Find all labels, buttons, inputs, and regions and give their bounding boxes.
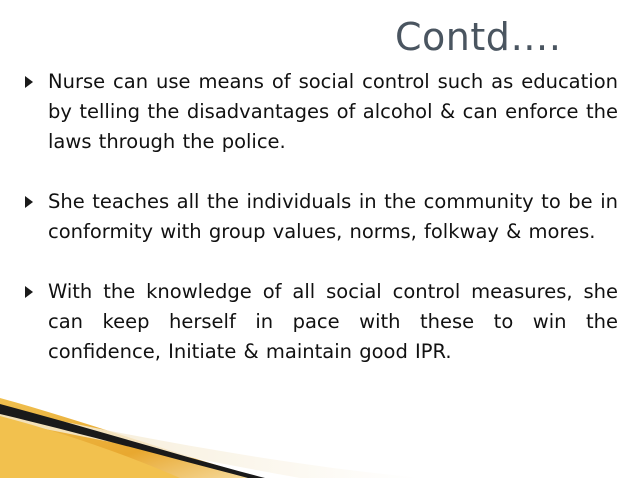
swoosh-dark-line bbox=[0, 404, 265, 478]
swoosh-gold bbox=[0, 398, 260, 478]
bullet-list bbox=[22, 67, 618, 397]
swoosh-gold-inner bbox=[0, 416, 180, 478]
bullet-item bbox=[22, 67, 618, 157]
slide-title: Contd…. bbox=[395, 15, 562, 59]
bullet-text: She teaches all the individuals in the community to be in conformity with group values, norms, folkway & mores. bbox=[48, 190, 618, 243]
swoosh-pale bbox=[0, 408, 420, 478]
bullet-arrow-icon bbox=[25, 196, 33, 208]
bullet-arrow-icon bbox=[25, 76, 33, 88]
bullet-arrow-icon bbox=[25, 286, 33, 298]
bullet-item bbox=[22, 187, 618, 247]
bullet-item bbox=[22, 277, 618, 367]
bullet-text: With the knowledge of all social control measures, she can keep herself in pace with these to win the confidence, Initiate & maintain good IPR. bbox=[48, 280, 618, 363]
bullet-text: Nurse can use means of social control such as education by telling the disadvantages of alcohol & can enforce the laws through the police. bbox=[48, 70, 618, 153]
